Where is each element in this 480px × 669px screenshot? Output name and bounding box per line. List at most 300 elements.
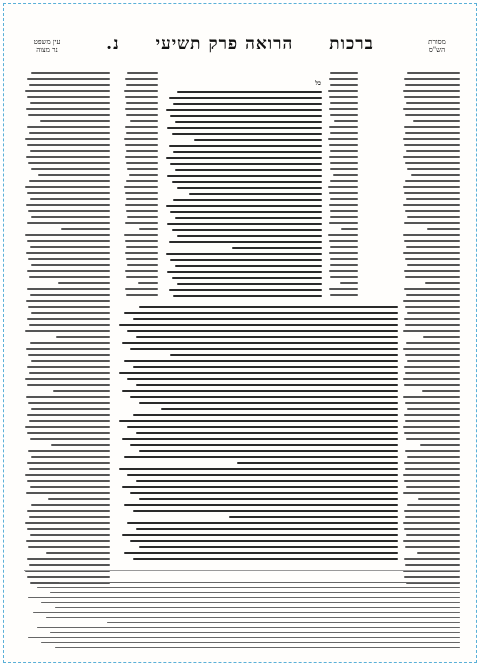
- text-line: [330, 264, 358, 266]
- text-line: [25, 378, 110, 380]
- text-line: [407, 168, 460, 170]
- text-line: [133, 414, 398, 416]
- text-line: [127, 264, 158, 266]
- text-line: [177, 235, 322, 237]
- text-line: [61, 228, 110, 230]
- text-line: [340, 282, 358, 284]
- text-line: [329, 78, 358, 80]
- text-line: [404, 462, 460, 464]
- text-line: [330, 168, 358, 170]
- text-line: [328, 138, 358, 140]
- text-line: [139, 498, 398, 500]
- text-line: [237, 462, 398, 464]
- text-line: [139, 228, 158, 230]
- text-line: [28, 306, 110, 308]
- text-line: [30, 342, 110, 344]
- text-line: [406, 534, 460, 536]
- text-line: [405, 468, 460, 470]
- text-line: [138, 282, 158, 284]
- text-line: [333, 174, 358, 176]
- text-line: [41, 602, 460, 603]
- text-line: [127, 426, 398, 428]
- text-line: [404, 192, 460, 194]
- text-line: [170, 259, 322, 261]
- text-line: [175, 169, 322, 171]
- text-line: [403, 492, 460, 494]
- text-line: [28, 637, 460, 638]
- text-line: [172, 229, 322, 231]
- text-line: [407, 360, 460, 362]
- text-line: [330, 180, 358, 182]
- text-line: [417, 552, 461, 554]
- text-line: [170, 354, 398, 356]
- text-line: [29, 372, 110, 374]
- text-line: [126, 276, 158, 278]
- gemara-main-column: [164, 70, 322, 300]
- text-line: [27, 78, 110, 80]
- text-line: [403, 252, 460, 254]
- text-line: [26, 396, 110, 398]
- text-line: [41, 642, 460, 643]
- text-line: [27, 144, 110, 146]
- text-line: [169, 289, 322, 291]
- text-line: [38, 174, 110, 176]
- text-line: [411, 174, 460, 176]
- text-line: [125, 156, 158, 158]
- text-line: [330, 246, 358, 248]
- text-line: [125, 252, 158, 254]
- text-line: [232, 247, 322, 249]
- text-line: [404, 480, 460, 482]
- text-line: [40, 120, 110, 122]
- text-line: [403, 474, 460, 476]
- text-line: [405, 276, 460, 278]
- text-line: [167, 127, 322, 129]
- text-line: [406, 438, 460, 440]
- text-line: [124, 552, 398, 554]
- text-line: [406, 102, 460, 104]
- text-line: [130, 540, 398, 542]
- text-line: [125, 192, 158, 194]
- text-line: [404, 222, 460, 224]
- text-line: [329, 126, 358, 128]
- text-line: [403, 204, 460, 206]
- text-line: [341, 228, 358, 230]
- text-line: [27, 480, 110, 482]
- text-line: [405, 546, 460, 548]
- text-line: [29, 276, 110, 278]
- text-line: [175, 121, 322, 123]
- text-line: [172, 181, 322, 183]
- text-line: [173, 103, 322, 105]
- text-line: [404, 318, 460, 320]
- text-line: [166, 253, 322, 255]
- text-line: [50, 632, 460, 633]
- text-line: [27, 288, 110, 290]
- text-line: [403, 330, 460, 332]
- text-line: [27, 366, 110, 368]
- text-line: [329, 288, 358, 290]
- text-line: [50, 592, 460, 593]
- text-line: [139, 306, 398, 308]
- text-line: [405, 450, 460, 452]
- text-line: [403, 186, 460, 188]
- left-margin-commentary: [24, 70, 110, 600]
- text-line: [27, 222, 110, 224]
- text-line: [25, 474, 110, 476]
- opening-word: כל: [315, 80, 321, 87]
- text-line: [27, 240, 110, 242]
- text-line: [28, 450, 110, 452]
- text-line: [58, 282, 110, 284]
- text-line: [170, 115, 322, 117]
- text-line: [126, 132, 158, 134]
- text-line: [56, 336, 110, 338]
- text-line: [161, 408, 398, 410]
- text-line: [329, 108, 358, 110]
- text-line: [124, 186, 158, 188]
- text-line: [330, 294, 358, 296]
- text-line: [28, 354, 110, 356]
- text-line: [404, 576, 460, 578]
- text-line: [194, 139, 322, 141]
- text-line: [31, 216, 110, 218]
- text-line: [329, 192, 358, 194]
- text-line: [329, 144, 358, 146]
- text-line: [413, 120, 460, 122]
- text-line: [27, 510, 110, 512]
- text-line: [122, 342, 398, 344]
- text-line: [404, 366, 460, 368]
- text-line: [177, 187, 322, 189]
- text-line: [127, 168, 158, 170]
- text-line: [173, 295, 322, 297]
- text-line: [124, 234, 158, 236]
- text-line: [403, 378, 460, 380]
- text-line: [329, 252, 358, 254]
- text-line: [177, 91, 322, 93]
- text-line: [30, 534, 110, 536]
- text-line: [125, 126, 158, 128]
- text-line: [31, 360, 110, 362]
- text-line: [127, 474, 398, 476]
- text-line: [329, 270, 358, 272]
- text-line: [133, 558, 398, 560]
- text-line: [403, 156, 460, 158]
- text-line: [405, 354, 460, 356]
- text-line: [167, 223, 322, 225]
- text-line: [407, 72, 460, 74]
- text-line: [124, 312, 398, 314]
- text-line: [27, 192, 110, 194]
- text-line: [405, 420, 460, 422]
- text-line: [407, 312, 460, 314]
- text-line: [406, 198, 460, 200]
- text-line: [26, 156, 110, 158]
- text-line: [170, 211, 322, 213]
- text-line: [229, 516, 398, 518]
- text-line: [27, 576, 110, 578]
- text-line: [175, 217, 322, 219]
- text-line: [31, 312, 110, 314]
- text-line: [27, 528, 110, 530]
- text-line: [27, 126, 110, 128]
- text-line: [126, 246, 158, 248]
- text-line: [124, 138, 158, 140]
- text-line: [130, 492, 398, 494]
- text-line: [175, 265, 322, 267]
- text-line: [330, 132, 358, 134]
- footer-divider: [24, 570, 460, 571]
- text-line: [125, 96, 158, 98]
- text-line: [427, 228, 460, 230]
- text-line: [139, 402, 398, 404]
- text-line: [126, 84, 158, 86]
- text-line: [173, 151, 322, 153]
- gemara-lower-block: [116, 304, 398, 562]
- text-line: [406, 294, 460, 296]
- text-line: [28, 546, 110, 548]
- text-line: [125, 144, 158, 146]
- text-line: [404, 288, 460, 290]
- masoret-hashas-heading: מסורת הש"ס: [428, 38, 446, 54]
- text-line: [330, 258, 359, 260]
- text-line: [330, 162, 359, 164]
- rashi-column: [124, 70, 158, 300]
- text-line: [29, 468, 110, 470]
- text-line: [33, 612, 460, 613]
- text-line: [125, 270, 158, 272]
- text-line: [125, 240, 158, 242]
- text-line: [126, 198, 158, 200]
- text-line: [119, 468, 398, 470]
- text-line: [139, 546, 398, 548]
- text-line: [166, 109, 322, 111]
- text-line: [130, 348, 398, 350]
- text-line: [25, 522, 110, 524]
- text-line: [48, 498, 110, 500]
- text-line: [403, 108, 460, 110]
- text-line: [169, 241, 322, 243]
- text-line: [119, 420, 398, 422]
- text-line: [26, 300, 110, 302]
- text-line: [407, 216, 460, 218]
- text-line: [29, 420, 110, 422]
- text-line: [405, 306, 460, 308]
- text-line: [330, 114, 359, 116]
- text-line: [124, 90, 158, 92]
- text-line: [133, 318, 398, 320]
- text-line: [30, 246, 110, 248]
- text-line: [28, 258, 110, 260]
- text-line: [334, 120, 358, 122]
- text-line: [125, 204, 158, 206]
- text-line: [126, 102, 158, 104]
- text-line: [329, 222, 358, 224]
- text-line: [330, 84, 358, 86]
- text-line: [27, 270, 110, 272]
- text-line: [173, 199, 322, 201]
- text-line: [126, 114, 158, 116]
- text-line: [31, 72, 110, 74]
- text-line: [37, 587, 460, 588]
- text-line: [122, 486, 398, 488]
- text-line: [403, 300, 460, 302]
- text-line: [330, 276, 358, 278]
- text-line: [27, 462, 110, 464]
- text-line: [31, 264, 110, 266]
- text-line: [30, 102, 110, 104]
- text-line: [46, 617, 460, 618]
- text-line: [124, 456, 398, 458]
- text-line: [27, 318, 110, 320]
- text-line: [328, 90, 358, 92]
- text-line: [406, 342, 460, 344]
- text-line: [37, 627, 460, 628]
- text-line: [31, 408, 110, 410]
- text-line: [126, 258, 158, 260]
- text-line: [127, 216, 158, 218]
- text-line: [122, 390, 398, 392]
- text-line: [29, 180, 110, 182]
- text-line: [330, 210, 359, 212]
- text-line: [406, 246, 460, 248]
- text-line: [404, 384, 460, 386]
- text-line: [330, 72, 358, 74]
- text-line: [330, 102, 358, 104]
- text-line: [404, 558, 460, 560]
- text-line: [403, 540, 460, 542]
- text-line: [51, 444, 110, 446]
- text-line: [139, 450, 398, 452]
- text-line: [130, 120, 158, 122]
- text-line: [405, 162, 460, 164]
- text-line: [25, 90, 110, 92]
- text-line: [404, 414, 460, 416]
- text-line: [122, 438, 398, 440]
- text-line: [26, 540, 110, 542]
- text-line: [403, 348, 460, 350]
- text-line: [125, 78, 158, 80]
- text-line: [329, 204, 358, 206]
- text-line: [403, 396, 460, 398]
- text-line: [407, 264, 460, 266]
- text-line: [30, 198, 110, 200]
- text-line: [130, 444, 398, 446]
- text-line: [126, 210, 158, 212]
- text-line: [405, 132, 460, 134]
- text-line: [405, 564, 460, 566]
- text-line: [27, 558, 110, 560]
- page-header: [4, 34, 476, 56]
- text-line: [166, 205, 322, 207]
- ein-mishpat-heading: עין משפט נר מצוה: [33, 38, 61, 54]
- text-line: [136, 432, 398, 434]
- text-line: [404, 432, 460, 434]
- talmud-page: [3, 3, 477, 663]
- text-line: [405, 324, 460, 326]
- text-line: [27, 96, 110, 98]
- text-line: [136, 336, 398, 338]
- text-line: [25, 186, 110, 188]
- text-line: [329, 96, 358, 98]
- text-line: [27, 432, 110, 434]
- text-line: [26, 204, 110, 206]
- right-margin-commentary: [402, 70, 460, 600]
- text-line: [28, 597, 460, 598]
- text-line: [404, 510, 460, 512]
- text-line: [27, 384, 110, 386]
- text-line: [130, 396, 398, 398]
- text-line: [133, 510, 398, 512]
- text-line: [124, 504, 398, 506]
- text-line: [126, 162, 158, 164]
- text-line: [28, 162, 110, 164]
- text-line: [29, 84, 110, 86]
- text-line: [30, 294, 110, 296]
- text-line: [127, 522, 398, 524]
- text-line: [107, 622, 460, 623]
- text-line: [127, 330, 398, 332]
- text-line: [29, 132, 110, 134]
- text-line: [328, 234, 358, 236]
- text-line: [129, 174, 158, 176]
- text-line: [28, 402, 110, 404]
- text-line: [404, 240, 460, 242]
- text-line: [329, 240, 358, 242]
- text-line: [172, 133, 322, 135]
- folio-number: נ.: [106, 34, 120, 54]
- text-line: [166, 157, 322, 159]
- text-line: [167, 175, 322, 177]
- text-line: [127, 378, 398, 380]
- text-line: [31, 456, 110, 458]
- text-line: [125, 222, 158, 224]
- text-line: [55, 647, 460, 648]
- text-line: [25, 426, 110, 428]
- text-line: [403, 426, 460, 428]
- text-line: [405, 516, 460, 518]
- text-line: [27, 414, 110, 416]
- text-line: [405, 402, 460, 404]
- text-line: [405, 372, 460, 374]
- text-line: [425, 282, 460, 284]
- text-line: [127, 72, 158, 74]
- text-line: [30, 150, 110, 152]
- text-line: [126, 180, 158, 182]
- text-line: [422, 390, 460, 392]
- text-line: [404, 126, 460, 128]
- text-line: [31, 168, 110, 170]
- text-line: [136, 480, 398, 482]
- text-line: [330, 150, 358, 152]
- text-line: [407, 504, 460, 506]
- text-line: [122, 534, 398, 536]
- text-line: [29, 324, 110, 326]
- text-line: [406, 486, 460, 488]
- text-line: [133, 366, 398, 368]
- text-line: [28, 210, 110, 212]
- text-line: [405, 258, 460, 260]
- text-line: [177, 283, 322, 285]
- text-line: [403, 138, 460, 140]
- text-line: [126, 294, 158, 296]
- text-line: [404, 96, 460, 98]
- footer-notes: [24, 580, 460, 650]
- text-line: [30, 486, 110, 488]
- text-line: [29, 516, 110, 518]
- text-line: [59, 582, 460, 583]
